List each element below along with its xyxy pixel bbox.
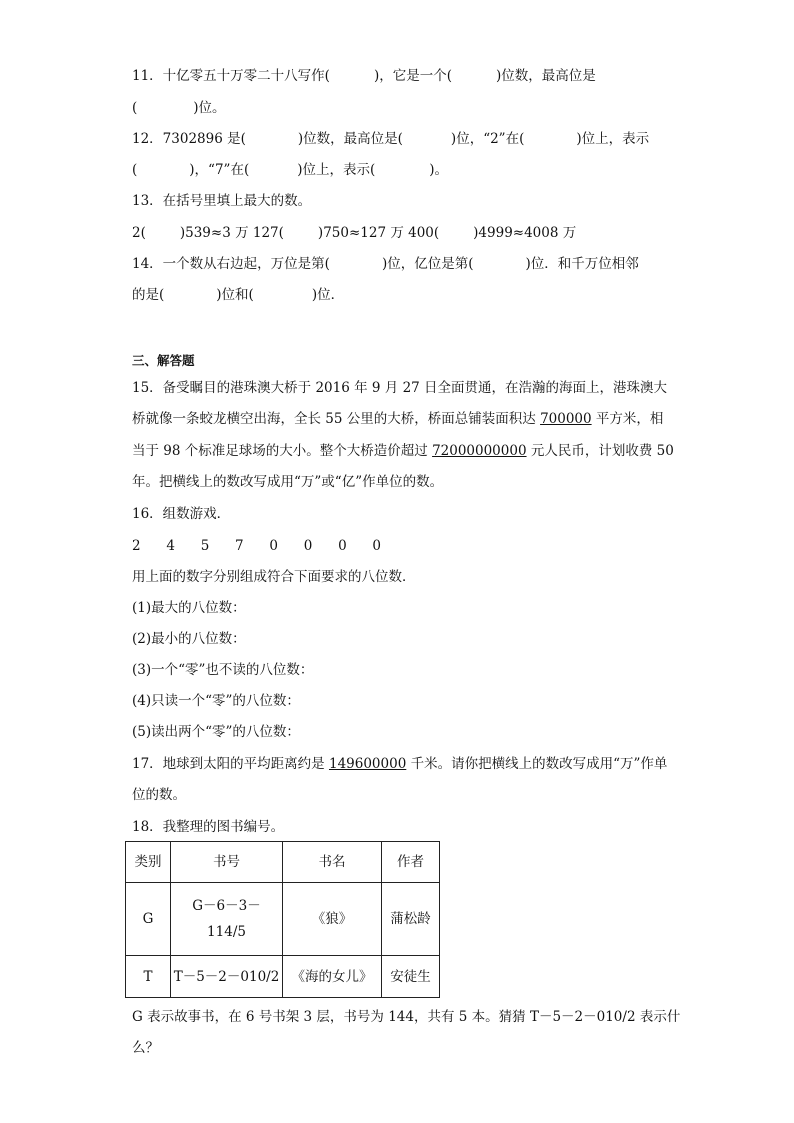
digit: 0 xyxy=(269,538,278,554)
digit: 4 xyxy=(166,538,175,554)
q15-underlined-area: 700000 xyxy=(540,411,592,427)
cell-book-number: G－6－3－ 114/5 xyxy=(171,883,283,956)
q15-underlined-cost: 72000000000 xyxy=(432,443,527,459)
q17-line1: 17．地球到太阳的平均距离约是 149600000 千米。请你把横线上的数改写成用“万”作单 xyxy=(132,756,668,772)
cell-author: 安徒生 xyxy=(382,956,440,998)
q16-part-1: (1)最大的八位数： xyxy=(132,600,246,616)
q14-line1: 14．一个数从右边起，万位是第( )位，亿位是第( )位．和千万位相邻 xyxy=(132,256,639,272)
q15-line2: 桥就像一条蛟龙横空出海，全长 55 公里的大桥，桥面总铺装面积达 700000 平方米，相 xyxy=(132,411,664,427)
q12-line1: 12．7302896 是( )位数，最高位是( )位，“2”在( )位上，表示 xyxy=(132,131,650,147)
q12-line2: ( )，“7”在( )位上，表示( )。 xyxy=(132,162,449,178)
q11-line1: 11．十亿零五十万零二十八写作( )，它是一个( )位数，最高位是 xyxy=(132,68,596,84)
q14-line2: 的是( )位和( )位． xyxy=(132,287,345,303)
digit: 0 xyxy=(338,538,347,554)
cell-book-number: T－5－2－010/2 xyxy=(171,956,283,998)
q15-line3: 当于 98 个标准足球场的大小。整个大桥造价超过 72000000000 元人民币，计划收费 50 xyxy=(132,443,674,459)
cell-book-title: 《海的女儿》 xyxy=(283,956,382,998)
q17-line2: 位的数。 xyxy=(132,787,186,803)
cell-category: T xyxy=(126,956,171,998)
q15-line4: 年。把横线上的数改写成用“万”或“亿”作单位的数。 xyxy=(132,474,444,490)
q11-line2: ( )位。 xyxy=(132,100,226,116)
q18-line2: 么？ xyxy=(132,1040,159,1056)
digit: 0 xyxy=(372,538,381,554)
q13-items: 2( )539≈3 万 127( )750≈127 万 400( )4999≈4008 万 xyxy=(132,225,577,241)
digit: 5 xyxy=(200,538,210,554)
q18-title: 18．我整理的图书编号。 xyxy=(132,819,285,835)
q16-part-4: (4)只读一个“零”的八位数： xyxy=(132,693,300,709)
q16-part-5: (5)读出两个“零”的八位数： xyxy=(132,724,300,740)
cell-book-title: 《狼》 xyxy=(283,883,382,956)
cell-category: G xyxy=(126,883,171,956)
section-heading: 三、解答题 xyxy=(132,353,195,368)
q18-line1: G 表示故事书，在 6 号书架 3 层，书号为 144，共有 5 本。猜猜 T－5－2－010/2 表示什 xyxy=(132,1009,681,1025)
header-book-title: 书名 xyxy=(283,842,382,883)
q13-title: 13．在括号里填上最大的数。 xyxy=(132,193,312,209)
cell-author: 蒲松龄 xyxy=(382,883,440,956)
q16-part-2: (2)最小的八位数： xyxy=(132,631,246,647)
q16-intro: 用上面的数字分别组成符合下面要求的八位数． xyxy=(132,569,416,585)
table-row xyxy=(126,883,440,956)
digit: 7 xyxy=(235,538,244,554)
q15-line1: 15．备受瞩目的港珠澳大桥于 2016 年 9 月 27 日全面贯通，在浩瀚的海面上，港珠澳大 xyxy=(132,380,668,396)
q16-digits xyxy=(132,537,381,555)
header-category: 类别 xyxy=(126,842,171,883)
table-header-row xyxy=(126,842,440,883)
q17-underlined-distance: 149600000 xyxy=(328,756,407,772)
digit: 0 xyxy=(303,538,313,554)
book-number-table xyxy=(125,841,440,998)
digit: 2 xyxy=(132,538,141,554)
table-row xyxy=(126,956,440,998)
header-author: 作者 xyxy=(382,842,440,883)
q16-part-3: (3)一个“零”也不读的八位数： xyxy=(132,662,314,678)
header-book-number: 书号 xyxy=(171,842,283,883)
q16-title: 16．组数游戏． xyxy=(132,506,231,522)
